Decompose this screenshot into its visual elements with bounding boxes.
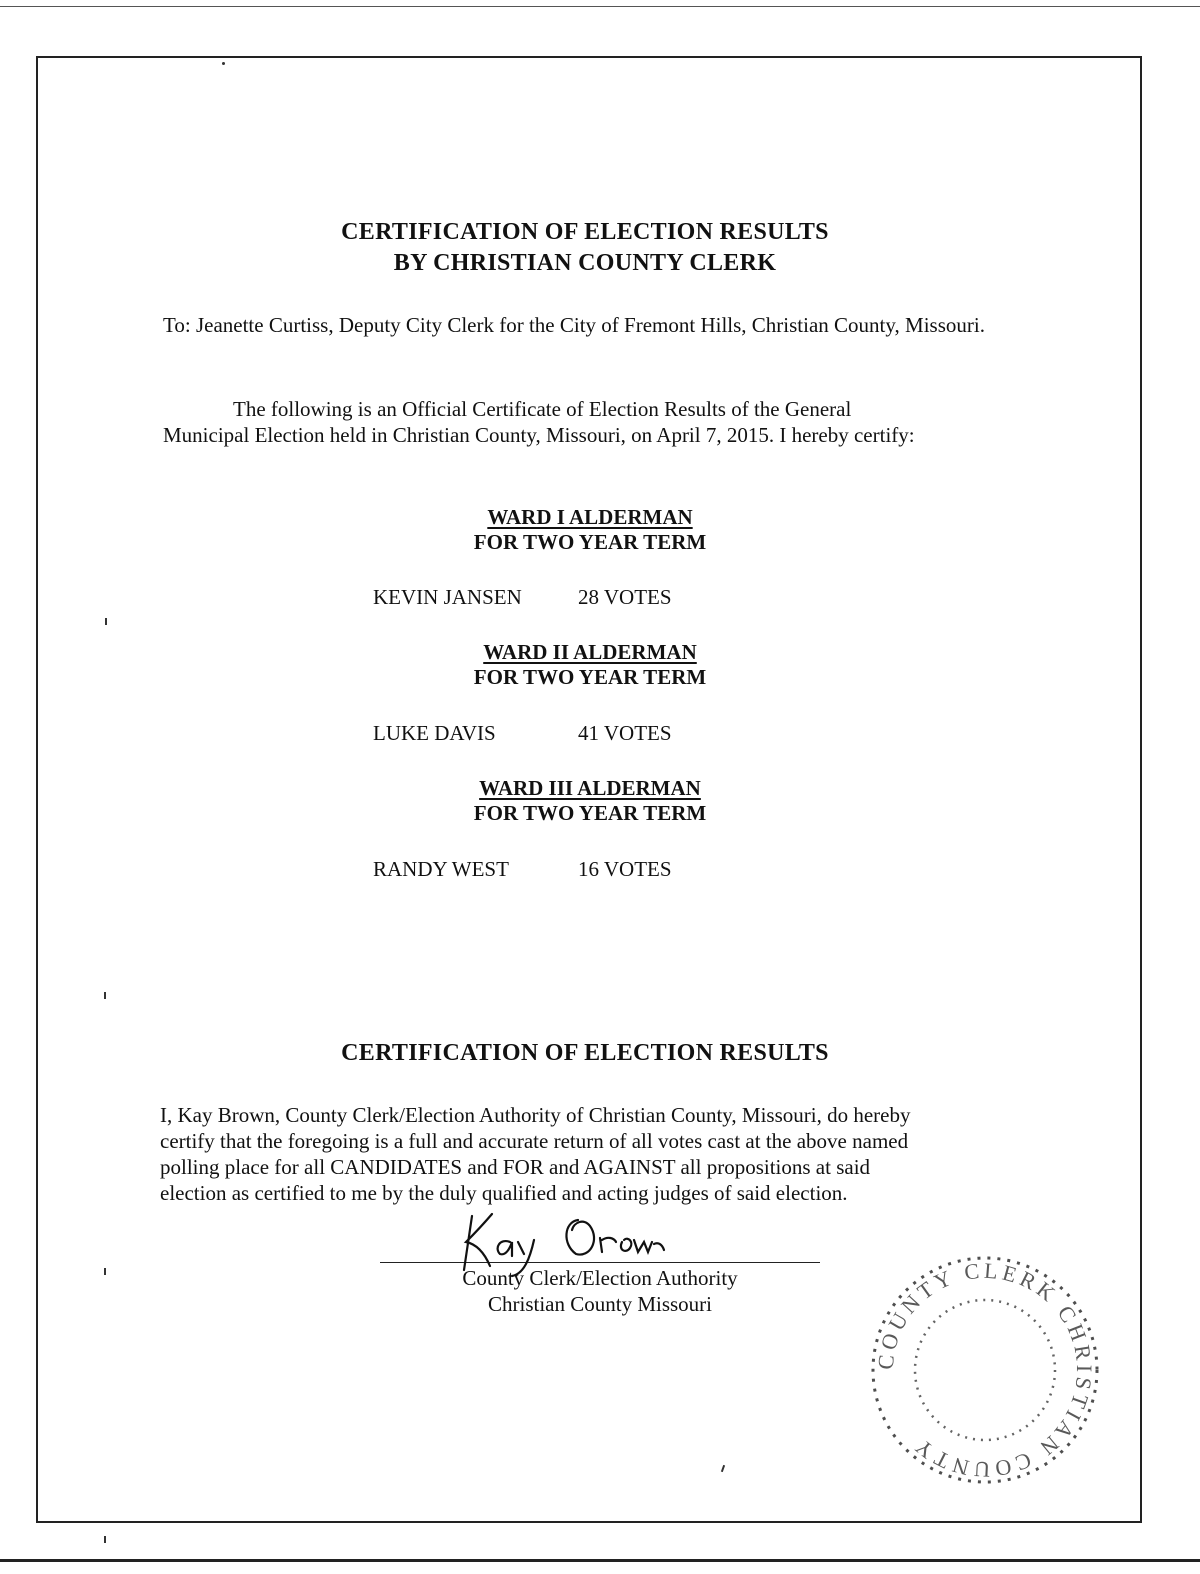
scan-top-edge bbox=[0, 6, 1200, 7]
seal-text: COUNTY CLERK CHRISTIAN COUNTY bbox=[872, 1257, 1098, 1483]
certification-line-2: certify that the foregoing is a full and accurate return of all votes cast at the above named bbox=[160, 1129, 909, 1153]
office-heading-ward-2 bbox=[420, 640, 760, 690]
candidate-name: KEVIN JANSEN bbox=[373, 585, 522, 609]
candidate-votes: 28 VOTES bbox=[578, 585, 672, 609]
signature-title: County Clerk/Election Authority bbox=[462, 1266, 738, 1290]
scan-speck bbox=[105, 618, 107, 625]
page-title: CERTIFICATION OF ELECTION RESULTS bbox=[341, 219, 829, 245]
county-seal-stamp bbox=[860, 1245, 1110, 1495]
office-title: WARD III ALDERMAN bbox=[479, 776, 701, 800]
office-title: WARD II ALDERMAN bbox=[483, 640, 697, 664]
intro-line-1: The following is an Official Certificate of Election Results of the General bbox=[233, 397, 852, 421]
page-subtitle: BY CHRISTIAN COUNTY CLERK bbox=[393, 250, 777, 276]
candidate-name: RANDY WEST bbox=[373, 857, 509, 881]
certification-line-1: I, Kay Brown, County Clerk/Election Authority of Christian County, Missouri, do hereby bbox=[160, 1103, 911, 1127]
office-term: FOR TWO YEAR TERM bbox=[473, 665, 707, 689]
scan-speck bbox=[104, 992, 106, 999]
office-title: WARD I ALDERMAN bbox=[487, 505, 693, 529]
scan-bottom-edge bbox=[0, 1559, 1200, 1562]
addressee-text: To: Jeanette Curtiss, Deputy City Clerk for the City of Fremont Hills, Christian County, Missouri. bbox=[163, 313, 985, 337]
scan-speck bbox=[222, 62, 225, 65]
certification-title: CERTIFICATION OF ELECTION RESULTS bbox=[341, 1040, 829, 1066]
intro-line-2: Municipal Election held in Christian County, Missouri, on April 7, 2015. I hereby certify: bbox=[163, 423, 915, 447]
certification-line-3: polling place for all CANDIDATES and FOR and AGAINST all propositions at said bbox=[160, 1155, 871, 1179]
candidate-votes: 16 VOTES bbox=[578, 857, 672, 881]
signature-county: Christian County Missouri bbox=[487, 1292, 713, 1316]
scan-speck bbox=[104, 1268, 106, 1275]
office-term: FOR TWO YEAR TERM bbox=[473, 530, 707, 554]
office-heading-ward-1 bbox=[420, 505, 760, 555]
candidate-name: LUKE DAVIS bbox=[373, 721, 496, 745]
certification-line-4: election as certified to me by the duly qualified and acting judges of said election. bbox=[160, 1181, 848, 1205]
scan-speck bbox=[104, 1536, 106, 1543]
office-term: FOR TWO YEAR TERM bbox=[473, 801, 707, 825]
candidate-votes: 41 VOTES bbox=[578, 721, 672, 745]
office-heading-ward-3 bbox=[420, 776, 760, 826]
